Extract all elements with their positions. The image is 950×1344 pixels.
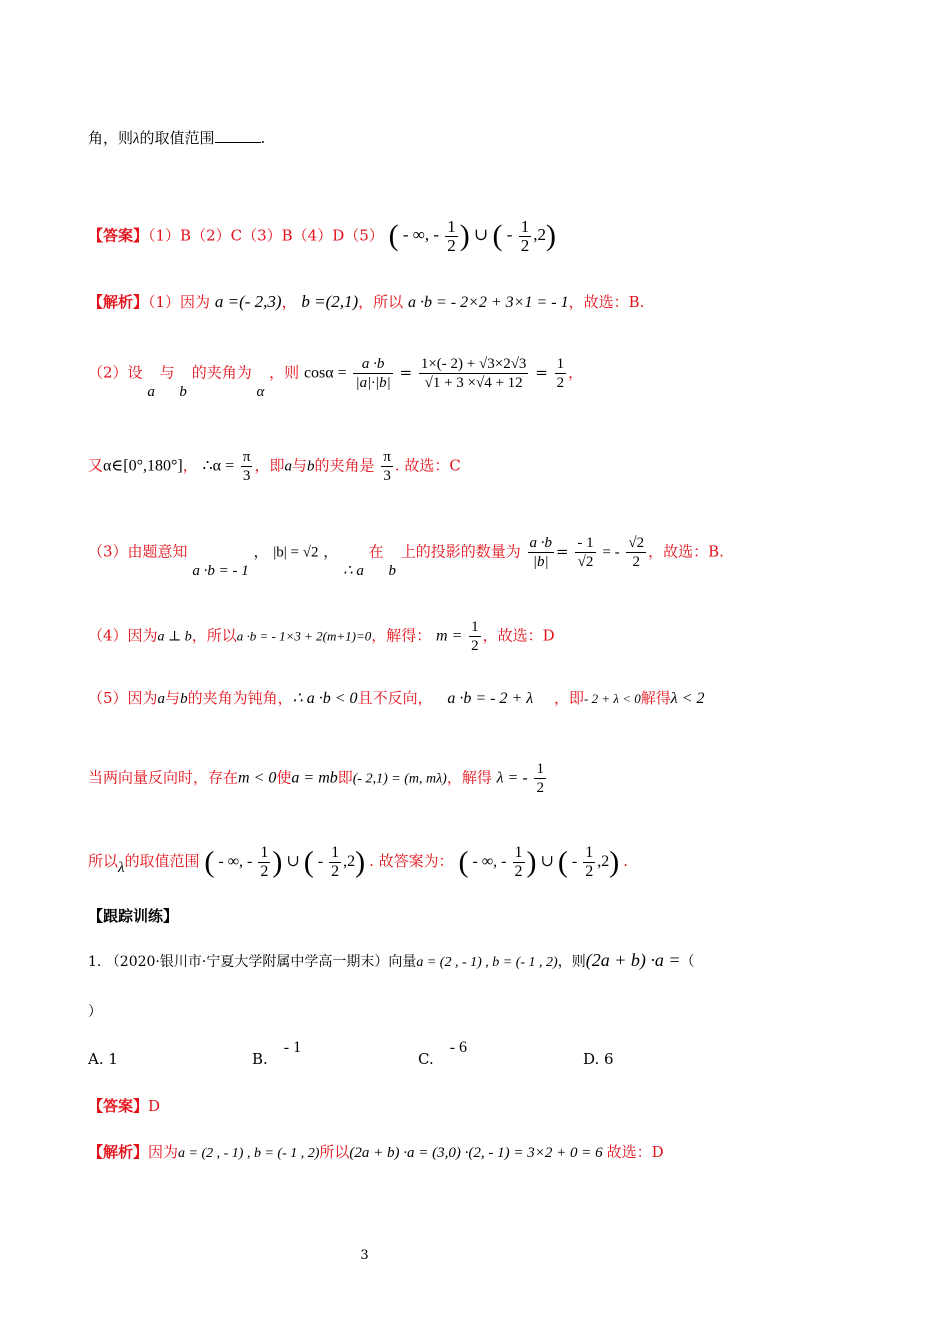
text: （4）因为 xyxy=(88,626,158,645)
vector-b: b xyxy=(306,458,315,475)
text: ， xyxy=(281,293,297,311)
text: ，解得： xyxy=(371,626,432,645)
text: = xyxy=(535,363,548,382)
fraction: $\frac{1\times(- 2) + √3\times 2√3}{√1 + 3 \times√4 + 12}$ xyxy=(420,356,527,391)
text: 与 xyxy=(291,456,307,475)
fraction: $\frac{- 1}{√2}$ xyxy=(577,535,594,570)
math-expr: |b| = √2 xyxy=(273,544,319,561)
answer-interval: ( - ∞, - $\frac{1}{2}$ ) ∪ ( - $\frac{1}{2}$ ,2) xyxy=(388,217,556,255)
text: = xyxy=(399,363,413,382)
text: 解得 xyxy=(640,689,671,707)
math-expr: a ·b = - 1×3 + 2(m+1)=0 xyxy=(236,628,372,644)
math-expr: λ < 2 xyxy=(670,690,705,707)
page-number: 3 xyxy=(360,1248,369,1263)
interval: ( - ∞, - $\frac{1}{2}$ ) ∪ ( - $\frac{1}{2}$ ,2) xyxy=(204,844,366,880)
math-expr: ∴α = xyxy=(202,457,235,475)
math-expr: (2a + b) ·a = xyxy=(585,950,681,970)
text: 的取值范围 xyxy=(124,852,200,871)
text: ，则 xyxy=(269,363,300,382)
math-expr: a = (2 , - 1) , b = (- 1 , 2) xyxy=(178,1146,320,1161)
text: ，所以 xyxy=(191,626,237,645)
math-expr: b =(2,1) xyxy=(301,292,359,311)
text: （5）因为 xyxy=(88,689,158,707)
option-label: B. xyxy=(252,1050,268,1068)
analysis-line-5 xyxy=(88,618,555,655)
text: ，故选：D xyxy=(482,626,555,645)
math-expr: a ⊥ b xyxy=(157,629,192,645)
therefore-a: ∴ a xyxy=(343,562,364,579)
analysis-line-7 xyxy=(88,760,548,797)
option-value: - 1 xyxy=(283,1039,302,1056)
math-expr: α∈[0°,180°] xyxy=(103,457,183,475)
math-expr: λ = - xyxy=(496,769,528,787)
text: （1）因为 xyxy=(148,293,211,311)
vector-a: a xyxy=(147,383,155,400)
text: （ xyxy=(680,954,695,970)
math-expr: a ·b = - 2×2 + 3×1 = - 1 xyxy=(407,294,569,311)
text: 当两向量反向时，存在 xyxy=(88,768,239,787)
fraction: $\frac{√2}{2}$ xyxy=(628,535,645,570)
vector-b: b xyxy=(179,383,187,400)
question-text: 1. （2020·银川市·宁夏大学附属中学高一期末）向量 xyxy=(88,954,417,970)
option-d[interactable]: D. 6 xyxy=(583,1050,614,1068)
math-expr: a =(- 2,3) xyxy=(214,292,282,311)
math-expr: a ·b = - 1 xyxy=(192,562,249,579)
text: . xyxy=(623,852,629,871)
text: 即 xyxy=(337,768,353,787)
option-b[interactable] xyxy=(252,1039,302,1069)
text: 与 xyxy=(159,363,175,382)
practice-analysis xyxy=(88,1142,664,1164)
text: = xyxy=(556,542,569,561)
math-expr: - 2 + λ < 0 xyxy=(584,691,641,706)
text: 使 xyxy=(276,768,292,787)
answer-value: D xyxy=(148,1097,161,1115)
text: ， xyxy=(568,363,584,382)
text: 的夹角为 xyxy=(191,363,252,382)
math-expr: (- 2,1) = (m, mλ) xyxy=(352,771,447,787)
text: 的夹角是 xyxy=(314,456,375,475)
analysis-label: 【解析】 xyxy=(88,293,149,311)
analysis-line-6 xyxy=(88,688,705,709)
text: . xyxy=(260,129,266,147)
text: 所以 xyxy=(319,1143,350,1161)
math-expr: a ·b = - 2 + λ xyxy=(447,690,534,707)
practice-answer xyxy=(88,1096,160,1116)
question-close-paren: ） xyxy=(88,1004,102,1020)
analysis-label: 【解析】 xyxy=(88,1143,149,1161)
analysis-line-2 xyxy=(88,355,584,400)
option-a[interactable]: A. 1 xyxy=(88,1050,118,1068)
math-expr: a = mb xyxy=(291,769,338,787)
practice-title: 【跟踪训练】 xyxy=(88,907,179,925)
text: ，故选：B. xyxy=(568,293,645,311)
option-value: - 6 xyxy=(449,1039,468,1056)
text: 又 xyxy=(88,456,104,475)
text: 的夹角为钝角， xyxy=(187,689,293,707)
vector-a: a xyxy=(284,458,292,475)
text: ， xyxy=(253,542,269,561)
text: ，所以 xyxy=(358,293,404,311)
text: 在 xyxy=(368,542,384,561)
fraction: $\frac{a \cdot b}{|b|}$ xyxy=(529,535,553,570)
math-expr: (2a + b) ·a = (3,0) ·(2, - 1) = 3×2 + 0 = 6 xyxy=(349,1145,603,1161)
vector-a: a xyxy=(157,691,166,707)
answer-label: 【答案】 xyxy=(88,226,149,245)
text: 所以 xyxy=(88,852,119,871)
math-expr: m = xyxy=(436,627,463,645)
text: （2）设 xyxy=(88,363,143,382)
text: 故选：D xyxy=(606,1143,664,1161)
lambda-symbol: λ xyxy=(118,860,125,877)
answer-text: （1）B（2）C（3）B（4）D（5） xyxy=(148,226,384,245)
practice-question-1 xyxy=(88,950,695,973)
answer-label: 【答案】 xyxy=(88,1097,149,1115)
text: ，故选：B. xyxy=(648,542,724,561)
fraction: $\frac{\pi}{3}$ xyxy=(242,449,251,484)
interval: ( - ∞, - $\frac{1}{2}$ ) ∪ ( - $\frac{1}{2}$ ,2) xyxy=(458,844,620,880)
alpha: α xyxy=(256,383,265,400)
analysis-line-8 xyxy=(88,844,628,881)
answer-blank xyxy=(215,128,261,143)
text: 的取值范围 xyxy=(139,129,215,147)
text: 上的投影的数量为 xyxy=(400,542,521,561)
fraction: $\frac{1}{2}$ xyxy=(471,619,479,654)
vector-b: b xyxy=(180,691,188,707)
math-expr: a = (2 , - 1) , b = (- 1 , 2) xyxy=(416,955,558,970)
math-expr: ∴ a ·b < 0 xyxy=(292,690,358,707)
lambda-symbol: λ xyxy=(133,131,140,147)
option-c[interactable] xyxy=(418,1039,468,1069)
math-expr: cosα = xyxy=(303,364,347,382)
analysis-line-3 xyxy=(88,448,461,485)
vector-b: b xyxy=(388,562,396,579)
fraction: $\frac{a \cdot b}{|a|\cdot|b|}$ xyxy=(355,356,391,391)
text: ， xyxy=(182,456,198,475)
text: ，即 xyxy=(554,689,585,707)
option-label: C. xyxy=(418,1050,434,1068)
fraction: $\frac{1}{2}$ xyxy=(536,761,544,796)
analysis-line-4 xyxy=(88,534,724,579)
fraction: $\frac{\pi}{3}$ xyxy=(383,449,391,484)
analysis-line-1 xyxy=(88,292,644,313)
text: 角，则 xyxy=(88,129,134,147)
text: 且不反向， xyxy=(357,689,433,707)
math-expr: m < 0 xyxy=(238,769,277,787)
text: （3）由题意知 xyxy=(88,542,188,561)
text: ，即 xyxy=(254,456,285,475)
text: = - xyxy=(602,544,620,561)
text: ，则 xyxy=(557,954,586,970)
fraction: $\frac{1}{2}$ xyxy=(556,356,565,391)
answer-line xyxy=(88,218,556,255)
question-tail xyxy=(88,128,265,149)
text: . 故答案为： xyxy=(369,852,454,871)
text: . 故选：C xyxy=(394,456,461,475)
text: ， xyxy=(323,542,339,561)
text: 因为 xyxy=(148,1143,179,1161)
text: 与 xyxy=(165,689,181,707)
text: ，解得 xyxy=(446,768,492,787)
